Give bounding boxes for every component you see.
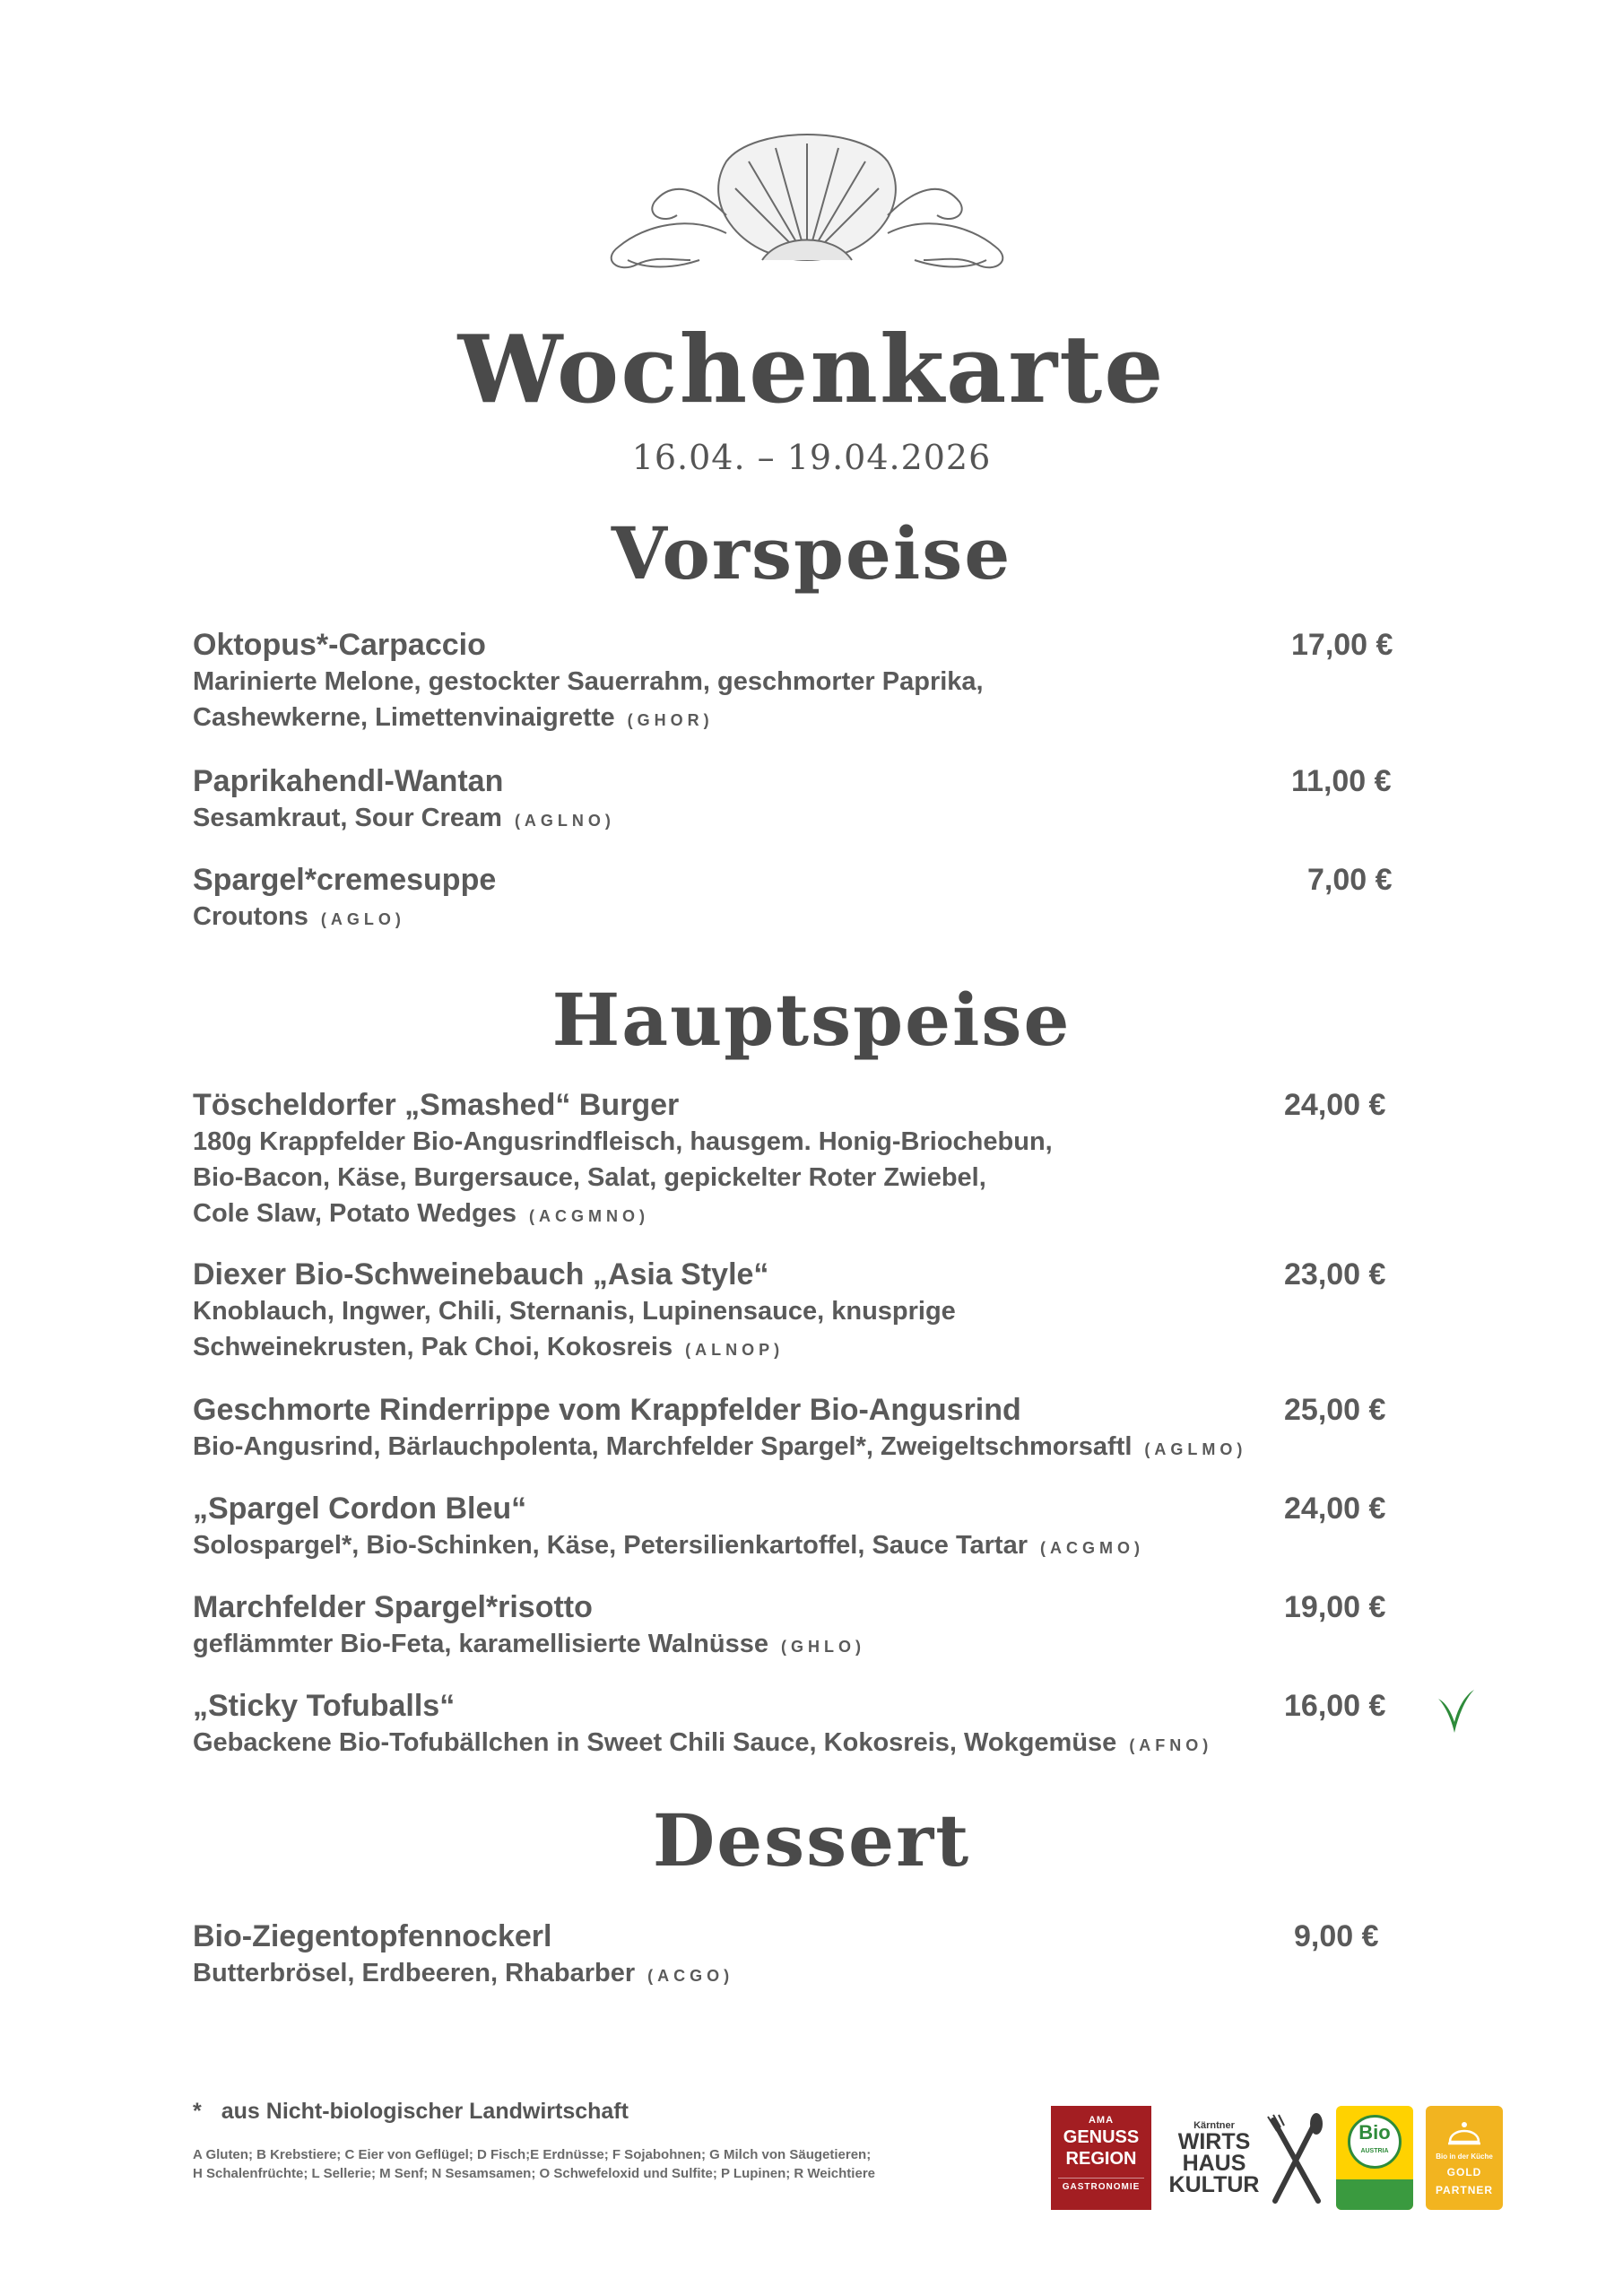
item-name: Marchfelder Spargel*risotto (193, 1590, 593, 1624)
allergen-codes: (AFNO) (1129, 1736, 1213, 1754)
item-description: Cashewkerne, Limettenvinaigrette (GHOR) (193, 703, 714, 732)
item-name: Geschmorte Rinderrippe vom Krappfelder Bio-Angusrind (193, 1393, 1021, 1427)
section-title-vorspeise: Vorspeise (611, 511, 1012, 596)
menu-item (193, 861, 1421, 937)
allergen-legend: A Gluten; B Krebstiere; C Eier von Geflügel; D Fisch;E Erdnüsse; F Sojabohnen; G Milch von Säugetieren; H Schalenfrüchte; L Sellerie; M Senf; N Sesamsamen; O Schwefeloxid und Sulfite; P Lupinen; R Weichtiere (193, 2147, 875, 2181)
item-description: Croutons (AGLO) (193, 902, 405, 931)
footnote: * aus Nicht-biologischer Landwirtschaft (193, 2099, 629, 2124)
bio-austria-logo: Bio AUSTRIA (1336, 2106, 1413, 2210)
allergen-codes: (ALNOP) (685, 1341, 785, 1359)
allergen-codes: (ACGMNO) (528, 1207, 649, 1225)
item-description: geflämmter Bio-Feta, karamellisierte Walnüsse (GHLO) (193, 1630, 865, 1658)
allergen-codes: (AGLMO) (1144, 1440, 1247, 1458)
item-description: Cole Slaw, Potato Wedges (ACGMNO) (193, 1199, 649, 1228)
item-description: Knoblauch, Ingwer, Chili, Sternanis, Lupinensauce, knusprige (193, 1297, 956, 1326)
menu-item (193, 626, 1421, 738)
item-description: 180g Krappfelder Bio-Angusrindfleisch, hausgem. Honig-Briochebun, (193, 1127, 1053, 1156)
item-description: Solospargel*, Bio-Schinken, Käse, Petersilienkartoffel, Sauce Tartar (ACGMO) (193, 1531, 1144, 1560)
section-title-hauptspeise: Hauptspeise (551, 978, 1072, 1062)
item-price: 19,00 € (1284, 1590, 1386, 1624)
menu-item (193, 1588, 1421, 1665)
page-title: Wochenkarte (457, 314, 1166, 424)
item-description: Butterbrösel, Erdbeeren, Rhabarber (ACGO) (193, 1959, 734, 1987)
item-name: Bio-Ziegentopfennockerl (193, 1919, 552, 1953)
item-name: Spargel*cremesuppe (193, 863, 497, 897)
item-price: 23,00 € (1284, 1257, 1386, 1292)
wirtshauskultur-logo: Kärntner WIRTS HAUS KULTUR (1164, 2106, 1327, 2210)
item-name: Paprikahendl-Wantan (193, 764, 504, 798)
allergen-codes: (AGLO) (320, 910, 405, 928)
menu-item (193, 1086, 1421, 1234)
date-range: 16.04. – 19.04.2026 (631, 438, 992, 477)
shell-ornament-icon (592, 126, 1022, 278)
item-description: Marinierte Melone, gestockter Sauerrahm, geschmorter Paprika, (193, 667, 984, 696)
item-description: Sesamkraut, Sour Cream (AGLNO) (193, 804, 615, 832)
allergen-codes: (GHLO) (781, 1638, 865, 1656)
menu-item (193, 1687, 1421, 1763)
cloche-icon (1446, 2117, 1482, 2147)
item-price: 25,00 € (1284, 1393, 1386, 1427)
ama-genuss-region-logo: AMA GENUSS REGION GASTRONOMIE (1051, 2106, 1151, 2210)
item-name: Töscheldorfer „Smashed“ Burger (193, 1088, 680, 1122)
item-price: 17,00 € (1291, 628, 1393, 662)
item-name: „Sticky Tofuballs“ (193, 1689, 456, 1723)
item-description: Bio-Bacon, Käse, Burgersauce, Salat, gepickelter Roter Zwiebel, (193, 1163, 986, 1192)
item-name: Oktopus*-Carpaccio (193, 628, 486, 662)
item-price: 11,00 € (1291, 764, 1392, 798)
menu-item (193, 1391, 1421, 1467)
menu-item (193, 1256, 1421, 1368)
item-price: 7,00 € (1307, 863, 1393, 897)
menu-item (193, 1490, 1421, 1566)
item-price: 24,00 € (1284, 1492, 1386, 1526)
item-name: „Spargel Cordon Bleu“ (193, 1492, 527, 1526)
menu-item (193, 1918, 1421, 1994)
menu-item (193, 762, 1421, 839)
item-price: 16,00 € (1284, 1689, 1386, 1723)
allergen-codes: (GHOR) (627, 711, 714, 729)
gold-partner-logo: Bio in der Küche GOLD PARTNER (1426, 2106, 1503, 2210)
item-description: Schweinekrusten, Pak Choi, Kokosreis (ALNOP) (193, 1333, 785, 1361)
allergen-codes: (ACGMO) (1040, 1539, 1144, 1557)
item-name: Diexer Bio-Schweinebauch „Asia Style“ (193, 1257, 769, 1292)
item-description: Gebackene Bio-Tofubällchen in Sweet Chili Sauce, Kokosreis, Wokgemüse (AFNO) (193, 1728, 1213, 1757)
allergen-codes: (ACGO) (647, 1967, 734, 1985)
fork-knife-icon (1264, 2113, 1327, 2207)
item-description: Bio-Angusrind, Bärlauchpolenta, Marchfelder Spargel*, Zweigeltschmorsaftl (AGLMO) (193, 1432, 1247, 1461)
item-price: 24,00 € (1284, 1088, 1386, 1122)
allergen-codes: (AGLNO) (514, 812, 615, 830)
vegan-leaf-icon (1435, 1686, 1478, 1736)
section-title-dessert: Dessert (652, 1798, 971, 1883)
item-price: 9,00 € (1294, 1919, 1379, 1953)
